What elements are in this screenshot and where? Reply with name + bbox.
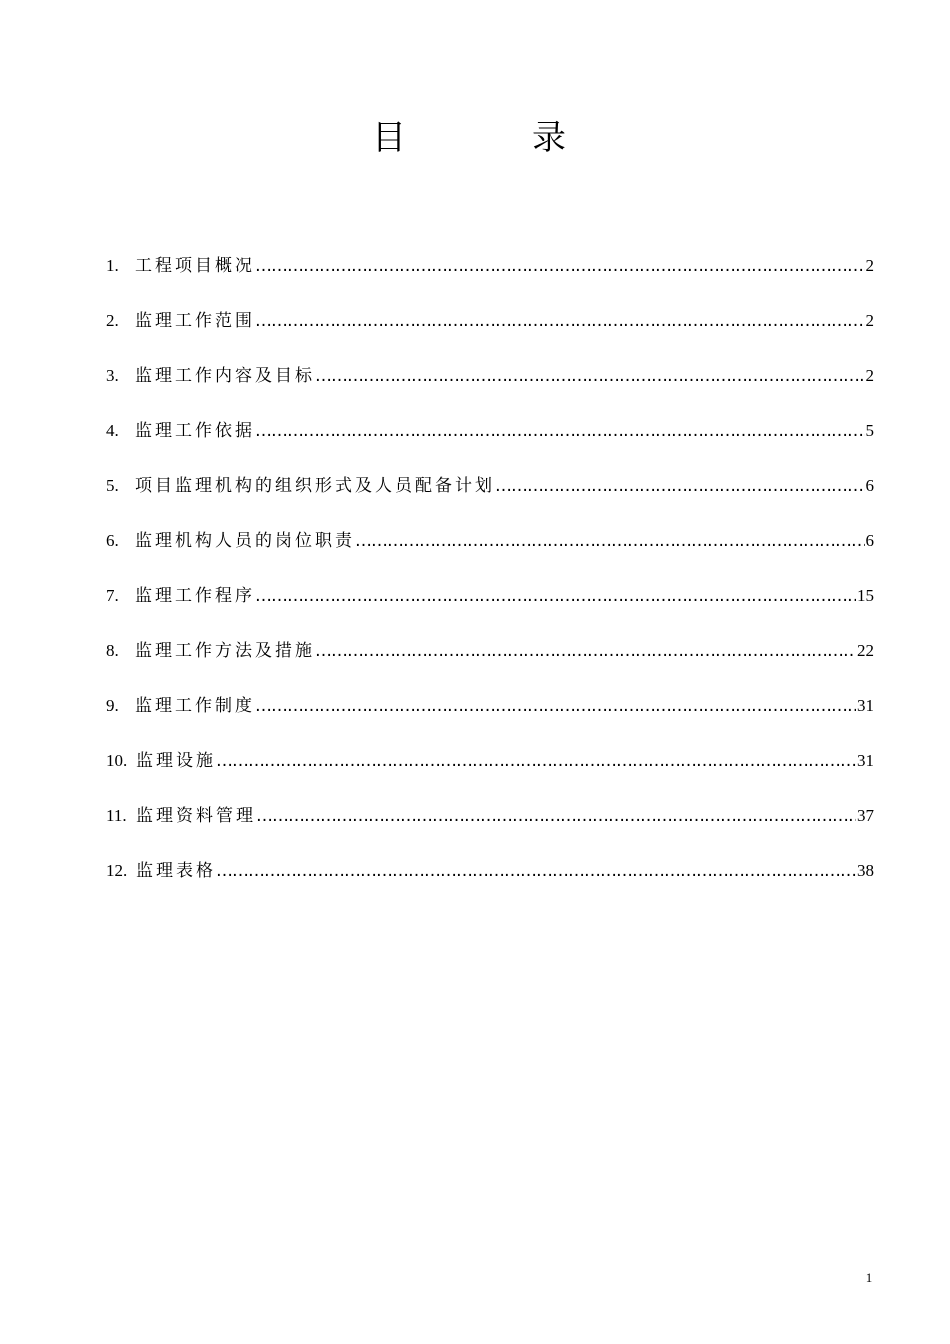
toc-leader-dots [255,252,865,280]
toc-leader-dots [216,857,856,885]
toc-entry-page: 2 [865,366,874,385]
toc-entry-page: 2 [865,311,874,330]
toc-entry-number: 6. [106,531,119,550]
toc-entry-number: 10. [106,751,128,770]
table-of-contents [106,252,874,912]
toc-leader-dots [255,307,865,335]
toc-leader-dots [255,692,856,720]
toc-entry[interactable] [106,472,874,527]
toc-entry-title: 监理设施 [136,751,216,771]
toc-entry[interactable] [106,252,874,307]
toc-entry-number: 9. [106,696,119,715]
toc-leader-dots [256,802,856,830]
toc-entry-page: 6 [865,476,874,495]
toc-entry-title: 监理工作依据 [135,421,255,441]
toc-entry-page: 5 [865,421,874,440]
toc-entry[interactable] [106,802,874,857]
toc-entry-page: 38 [857,861,874,880]
toc-entry[interactable] [106,582,874,637]
toc-entry[interactable] [106,637,874,692]
toc-entry[interactable] [106,417,874,472]
toc-leader-dots [315,637,856,665]
toc-entry-page: 15 [857,586,874,605]
toc-entry-title: 监理工作制度 [135,696,255,716]
toc-entry[interactable] [106,307,874,362]
toc-entry-page: 22 [857,641,874,660]
toc-entry-page: 37 [857,806,874,825]
toc-leader-dots [255,417,865,445]
toc-leader-dots [255,582,856,610]
toc-entry-page: 31 [857,696,874,715]
toc-entry-number: 12. [106,861,128,880]
toc-entry-title: 监理资料管理 [136,806,256,826]
toc-entry-number: 2. [106,311,119,330]
toc-entry-number: 5. [106,476,119,495]
toc-entry-number: 3. [106,366,119,385]
toc-entry[interactable] [106,362,874,417]
toc-entry[interactable] [106,527,874,582]
toc-entry[interactable] [106,692,874,747]
toc-entry-title: 监理表格 [136,861,216,881]
toc-entry-title: 监理工作范围 [135,311,255,331]
toc-entry-title: 监理工作方法及措施 [135,641,315,661]
toc-entry[interactable] [106,857,874,912]
toc-entry-number: 8. [106,641,119,660]
toc-entry-number: 7. [106,586,119,605]
toc-entry-page: 6 [865,531,874,550]
toc-entry-number: 1. [106,256,119,275]
toc-entry-page: 31 [857,751,874,770]
toc-entry-title: 工程项目概况 [135,256,255,276]
toc-entry-title: 监理机构人员的岗位职责 [135,531,355,551]
toc-leader-dots [355,527,865,555]
toc-leader-dots [216,747,856,775]
toc-entry-title: 项目监理机构的组织形式及人员配备计划 [135,476,495,496]
toc-entry-page: 2 [865,256,874,275]
toc-entry-title: 监理工作程序 [135,586,255,606]
toc-entry-number: 4. [106,421,119,440]
toc-entry-number: 11. [106,806,127,825]
toc-leader-dots [315,362,865,390]
toc-entry[interactable] [106,747,874,802]
page-number: 1 [865,1270,873,1285]
toc-entry-title: 监理工作内容及目标 [135,366,315,386]
toc-leader-dots [495,472,865,500]
toc-title: 目 录 [372,118,612,158]
